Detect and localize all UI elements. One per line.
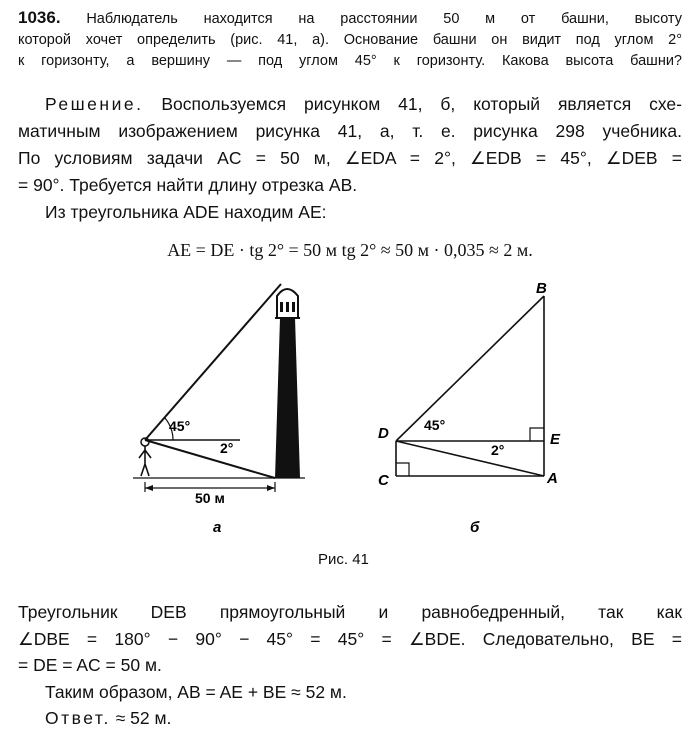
fig-b-caption: б — [470, 519, 480, 536]
problem-number: 1036. — [18, 8, 61, 27]
segment-da — [396, 441, 544, 476]
conclusion-line-2: ∠DBE = 180° − 90° − 45° = 45° = ∠BDE. Следовательно, BE = — [18, 629, 682, 649]
sight-line-base — [145, 440, 275, 478]
solution-line-4: = 90°. Требуется найти длину отрезка AB. — [18, 175, 358, 195]
tower-body — [275, 318, 300, 478]
fig-b-angle-45: 45° — [424, 417, 446, 433]
point-d: D — [378, 425, 389, 442]
answer-line — [45, 707, 700, 729]
answer-label: Ответ. — [45, 708, 111, 728]
solution-label: Решение. — [45, 94, 144, 114]
solution-text-1: Воспользуемся рисунком 41, б, который является схе- — [161, 94, 682, 114]
fig-a-distance: 50 м — [195, 490, 225, 506]
fig-b-angle-2: 2° — [491, 442, 505, 458]
point-b: B — [536, 280, 547, 297]
observer-body — [139, 446, 151, 476]
point-a: A — [547, 470, 558, 487]
problem-line-2: которой хочет определить (рис. 41, а). Основание башни он видит под углом 2° — [18, 32, 682, 48]
point-c: C — [378, 472, 389, 489]
solution-line-1 — [45, 93, 682, 115]
solution-line-3: По условиям задачи AC = 50 м, ∠EDA = 2°, ∠EDB = 45°, ∠DEB = — [18, 148, 682, 168]
answer-value: ≈ 52 м. — [115, 708, 172, 728]
formula-ae: AE = DE · tg 2° = 50 м tg 2° ≈ 50 м · 0,035 ≈ 2 м. — [167, 240, 533, 260]
conclusion-line-4: Таким образом, AB = AE + BE ≈ 52 м. — [45, 682, 347, 702]
segment-db — [396, 296, 544, 441]
fig-a-angle-45: 45° — [169, 418, 191, 434]
problem-text-1: Наблюдатель находится на расстоянии 50 м от башни, высоту — [86, 11, 682, 27]
solution-line-5: Из треугольника ADE находим AE: — [45, 202, 327, 222]
figure-caption: Рис. 41 — [318, 551, 369, 568]
conclusion-line-3: = DE = AC = 50 м. — [18, 655, 162, 675]
point-e: E — [550, 431, 561, 448]
solution-line-2: матичным изображением рисунка 41, а, т. е. рисунка 298 учебника. — [18, 121, 682, 141]
fig-a-angle-2: 2° — [220, 440, 234, 456]
figure-b — [370, 278, 570, 538]
sight-line-top — [145, 284, 281, 440]
fig-a-caption: а — [213, 519, 222, 536]
problem-line-1 — [18, 8, 682, 29]
figure-a — [125, 278, 315, 538]
conclusion-line-1: Треугольник DEB прямоугольный и равнобедренный, так как — [18, 602, 682, 622]
problem-line-3: к горизонту, а вершину — под углом 45° к горизонту. Какова высота башни? — [18, 53, 682, 69]
